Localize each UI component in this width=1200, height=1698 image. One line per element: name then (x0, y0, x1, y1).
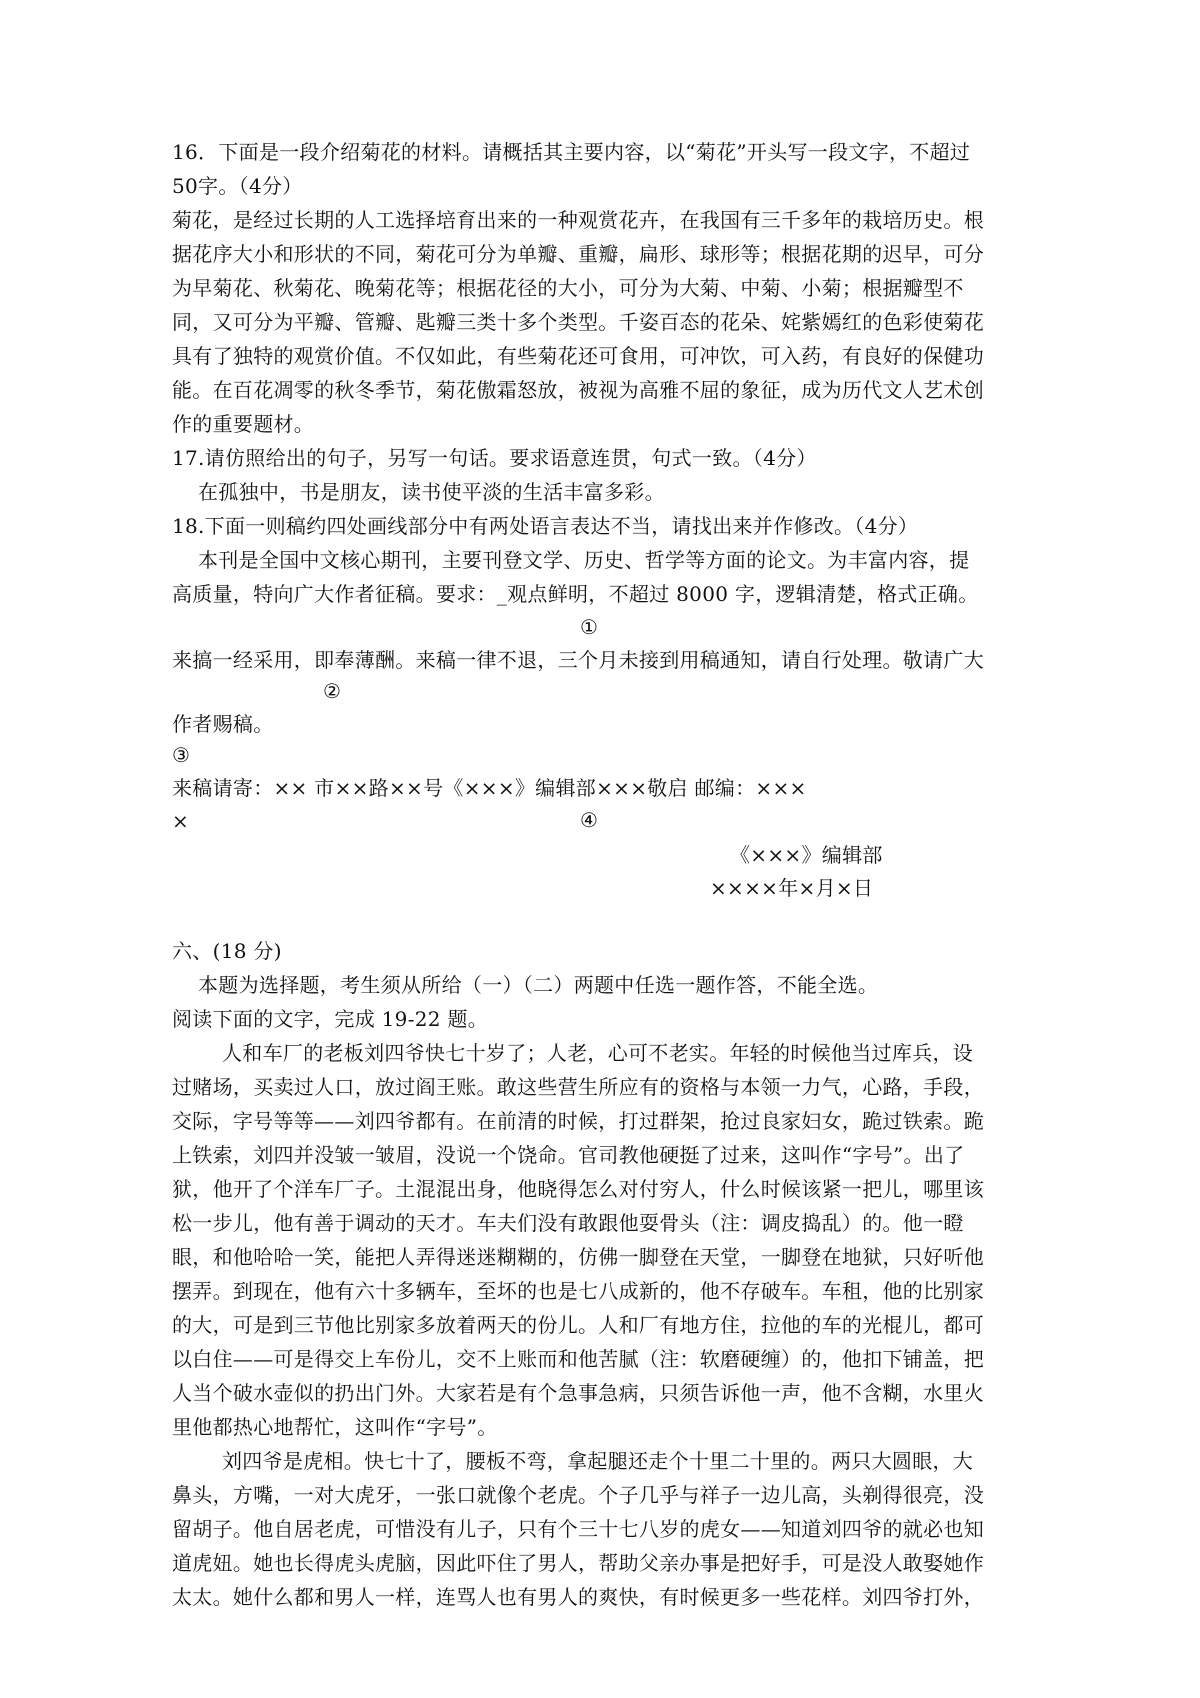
q18-address-line: 来稿请寄：×× 市××路××号《×××》编辑部×××敬启 邮编：××× (172, 776, 807, 800)
signature-name: 《×××》编辑部 (730, 843, 883, 867)
passage-line: 狱，他开了个洋车厂子。土混混出身，他晓得怎么对付穷人，什么时候该紧一把儿，哪里该 (172, 1177, 984, 1201)
q16-line: 能。在百花凋零的秋冬季节，菊花傲霜怒放，被视为高雅不屈的象征，成为历代文人艺术创 (172, 378, 984, 402)
q18-prompt: 18.下面一则稿约四处画线部分中有两处语言表达不当，请找出来并作修改。（4分） (172, 514, 919, 538)
marker-2: ② (323, 679, 341, 703)
passage-line: 鼻头，方嘴，一对大虎牙，一张口就像个老虎。个子几乎与祥子一边儿高，头剃得很亮，没 (172, 1483, 984, 1507)
marker-3: ③ (172, 743, 190, 767)
passage-line: 眼，和他哈哈一笑，能把人弄得迷迷糊糊的，仿佛一脚登在天堂，一脚登在地狱，只好听他 (172, 1245, 984, 1269)
reading-instruction: 阅读下面的文字，完成 19-22 题。 (172, 1007, 489, 1031)
q16-line: 16．下面是一段介绍菊花的材料。请概括其主要内容，以“菊花”开头写一段文字，不超过 (172, 140, 971, 164)
q16-line: 作的重要题材。 (172, 412, 315, 436)
passage-line: 刘四爷是虎相。快七十了，腰板不弯，拿起腿还走个十里二十里的。两只大圆眼，大 (222, 1449, 974, 1473)
section-instruction: 本题为选择题，考生须从所给（一）（二）两题中任选一题作答，不能全选。 (198, 973, 879, 997)
q18-text-line: 本刊是全国中文核心期刊，主要刊登文学、历史、哲学等方面的论文。为丰富内容，提 (198, 548, 970, 572)
passage-line: 过赌场，买卖过人口，放过阎王账。敢这些营生所应有的资格与本领一力气，心路，手段， (172, 1075, 984, 1099)
marker-4: ④ (580, 808, 598, 832)
passage-line: 摆弄。到现在，他有六十多辆车，至坏的也是七八成新的，他不存破车。车租，他的比别家 (172, 1279, 984, 1303)
passage-line: 道虎妞。她也长得虎头虎脑，因此吓住了男人，帮助父亲办事是把好手，可是没人敢娶她作 (172, 1551, 984, 1575)
passage-line: 太太。她什么都和男人一样，连骂人也有男人的爽快，有时候更多一些花样。刘四爷打外， (172, 1585, 984, 1609)
passage-line: 的大，可是到三节他比别家多放着两天的份儿。人和厂有地方住，拉他的车的光棍儿，都可 (172, 1313, 984, 1337)
q16-line: 菊花，是经过长期的人工选择培育出来的一种观赏花卉，在我国有三千多年的栽培历史。根 (172, 208, 984, 232)
passage-line: 人和车厂的老板刘四爷快七十岁了；人老，心可不老实。年轻的时候他当过库兵，设 (222, 1041, 974, 1065)
q16-line: 同，又可分为平瓣、管瓣、匙瓣三类十多个类型。千姿百态的花朵、姹紫嫣红的色彩使菊花 (172, 310, 984, 334)
q16-line: 据花序大小和形状的不同，菊花可分为单瓣、重瓣，扁形、球形等；根据花期的迟早，可分 (172, 242, 984, 266)
q16-line: 为早菊花、秋菊花、晚菊花等；根据花径的大小，可分为大菊、中菊、小菊；根据瓣型不 (172, 276, 964, 300)
signature-date: ××××年×月×日 (710, 876, 874, 900)
marker-1: ① (580, 615, 598, 639)
passage-line: 上铁索，刘四并没皱一皱眉，没说一个饶命。官司教他硬挺了过来，这叫作“字号”。出了 (172, 1143, 965, 1167)
passage-line: 以白住——可是得交上车份儿，交不上账而和他苦腻（注：软磨硬缠）的，他扣下铺盖，把 (172, 1347, 984, 1371)
passage-line: 里他都热心地帮忙，这叫作“字号”。 (172, 1415, 498, 1439)
passage-line: 交际，字号等等——刘四爷都有。在前清的时候，打过群架，抢过良家妇女，跪过铁索。跪 (172, 1109, 984, 1133)
q18-text-line: 高质量，特向广大作者征稿。要求：_观点鲜明，不超过 8000 字，逻辑清楚，格式正确。 (172, 582, 979, 606)
q17-example: 在孤独中，书是朋友，读书使平淡的生活丰富多彩。 (198, 480, 665, 504)
q16-line: 50字。（4分） (172, 174, 303, 198)
q18-text-line: 来搞一经采用，即奉薄酬。来稿一律不退，三个月未接到用稿通知，请自行处理。敬请广大 (172, 648, 984, 672)
q18-text-line: 作者赐稿。 (172, 712, 274, 736)
q18-address-line: × (172, 809, 190, 833)
q17-prompt: 17.请仿照给出的句子，另写一句话。要求语意连贯，句式一致。（4分） (172, 446, 817, 470)
passage-line: 人当个破水壶似的扔出门外。大家若是有个急事急病，只须告诉他一声，他不含糊，水里火 (172, 1381, 984, 1405)
passage-line: 留胡子。他自居老虎，可惜没有儿子，只有个三十七八岁的虎女——知道刘四爷的就必也知 (172, 1517, 984, 1541)
q16-line: 具有了独特的观赏价值。不仅如此，有些菊花还可食用，可冲饮，可入药，有良好的保健功 (172, 344, 984, 368)
passage-line: 松一步儿，他有善于调动的天才。车夫们没有敢跟他耍骨头（注：调皮捣乱）的。他一瞪 (172, 1211, 964, 1235)
section-heading: 六、(18 分) (172, 939, 282, 963)
